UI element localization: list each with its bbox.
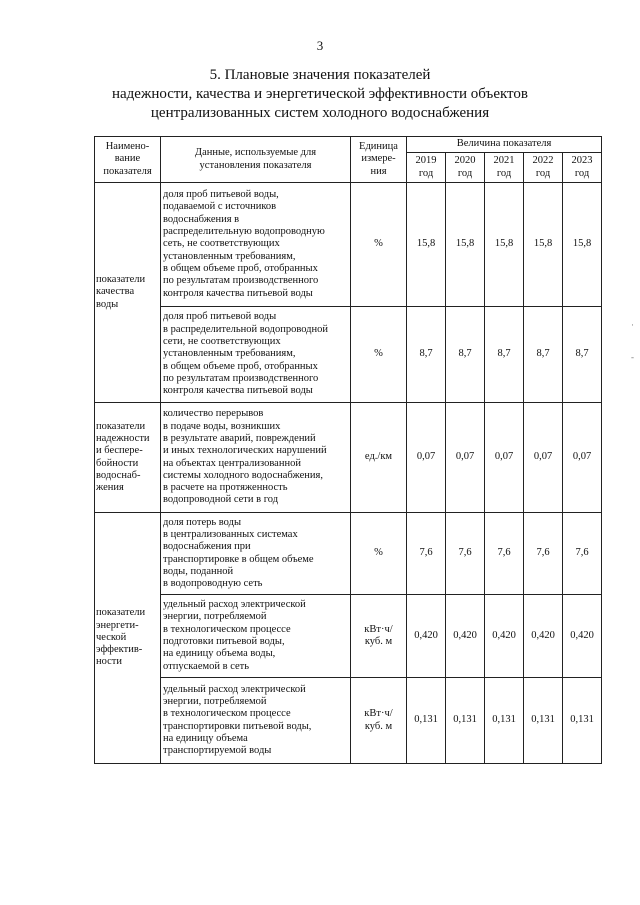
- header-unit: Единица измере- ния: [351, 137, 407, 183]
- value-cell: 0,131: [485, 678, 524, 764]
- value-cell: 15,8: [524, 183, 563, 307]
- value-cell: 8,7: [524, 307, 563, 403]
- value-cell: 7,6: [485, 513, 524, 595]
- indicator-description: доля проб питьевой воды в распределительной водопроводной сети, не соответствующих установленным требованиям, в общем объеме проб, отобранных по результатам производственного контроля качества питьевой воды: [161, 307, 351, 403]
- header-year: 2020 год: [446, 153, 485, 183]
- indicator-unit: кВт·ч/ куб. м: [351, 678, 407, 764]
- table-row: [95, 513, 602, 595]
- header-year: 2023 год: [563, 153, 602, 183]
- value-cell: 0,131: [446, 678, 485, 764]
- header-year: 2022 год: [524, 153, 563, 183]
- group-name-reliability: показатели надежности и беспере- бойности водоснаб- жения: [95, 403, 161, 513]
- value-cell: 15,8: [446, 183, 485, 307]
- value-cell: 0,131: [407, 678, 446, 764]
- indicator-unit: %: [351, 513, 407, 595]
- title-line: 5. Плановые значения показателей: [209, 67, 431, 83]
- value-cell: 0,420: [446, 595, 485, 678]
- header-year: 2019 год: [407, 153, 446, 183]
- value-cell: 0,420: [524, 595, 563, 678]
- value-cell: 0,420: [407, 595, 446, 678]
- value-cell: 0,07: [407, 403, 446, 513]
- value-cell: 8,7: [563, 307, 602, 403]
- table-row: [95, 403, 602, 513]
- document-title: [0, 66, 640, 123]
- table-row: [95, 595, 602, 678]
- indicators-table: [94, 136, 602, 764]
- value-cell: 15,8: [407, 183, 446, 307]
- indicator-unit: ед./км: [351, 403, 407, 513]
- value-cell: 7,6: [446, 513, 485, 595]
- value-cell: 0,131: [563, 678, 602, 764]
- value-cell: 0,420: [563, 595, 602, 678]
- value-cell: 0,420: [485, 595, 524, 678]
- header-year: 2021 год: [485, 153, 524, 183]
- value-cell: 0,07: [524, 403, 563, 513]
- table-row: [95, 678, 602, 764]
- title-line: надежности, качества и энергетической эффективности объектов: [111, 86, 528, 102]
- value-cell: 7,6: [563, 513, 602, 595]
- value-cell: 0,07: [485, 403, 524, 513]
- group-name-quality: показатели качества воды: [95, 183, 161, 403]
- page-number: 3: [316, 38, 324, 53]
- scan-mark: -: [631, 352, 634, 362]
- header-data-used: Данные, используемые для установления показателя: [161, 137, 351, 183]
- title-line: централизованных систем холодного водоснабжения: [150, 105, 490, 121]
- value-cell: 15,8: [563, 183, 602, 307]
- group-name-energy-efficiency: показатели энергети- ческой эффектив- ности: [95, 513, 161, 764]
- indicator-description: количество перерывов в подаче воды, возникших в результате аварий, повреждений и иных технологических нарушений на объектах централизованной системы холодного водоснабжения, в расчете на протяженность водопроводной сети в год: [161, 403, 351, 513]
- indicator-description: удельный расход электрической энергии, потребляемой в технологическом процессе транспортировки питьевой воды, на единицу объема транспортируемой воды: [161, 678, 351, 764]
- scan-mark: ·: [631, 320, 634, 330]
- indicator-description: доля проб питьевой воды, подаваемой с источников водоснабжения в распределительную водопроводную сеть, не соответствующих установленным требованиям, в общем объеме проб, отобранных по результатам производственного контроля качества питьевой воды: [161, 183, 351, 307]
- value-cell: 15,8: [485, 183, 524, 307]
- indicator-unit: %: [351, 183, 407, 307]
- value-cell: 8,7: [485, 307, 524, 403]
- value-cell: 0,131: [524, 678, 563, 764]
- indicator-description: удельный расход электрической энергии, потребляемой в технологическом процессе подготовки питьевой воды, на единицу объема воды, отпускаемой в сеть: [161, 595, 351, 678]
- header-indicator-name: Наимено- вание показателя: [95, 137, 161, 183]
- table-row: [95, 307, 602, 403]
- indicator-unit: %: [351, 307, 407, 403]
- value-cell: 8,7: [407, 307, 446, 403]
- value-cell: 0,07: [563, 403, 602, 513]
- value-cell: 8,7: [446, 307, 485, 403]
- value-cell: 0,07: [446, 403, 485, 513]
- value-cell: 7,6: [524, 513, 563, 595]
- indicator-description: доля потерь воды в централизованных системах водоснабжения при транспортировке в общем объеме воды, поданной в водопроводную сеть: [161, 513, 351, 595]
- value-cell: 7,6: [407, 513, 446, 595]
- header-indicator-value: Величина показателя: [407, 137, 602, 153]
- indicator-unit: кВт·ч/ куб. м: [351, 595, 407, 678]
- table-row: [95, 183, 602, 307]
